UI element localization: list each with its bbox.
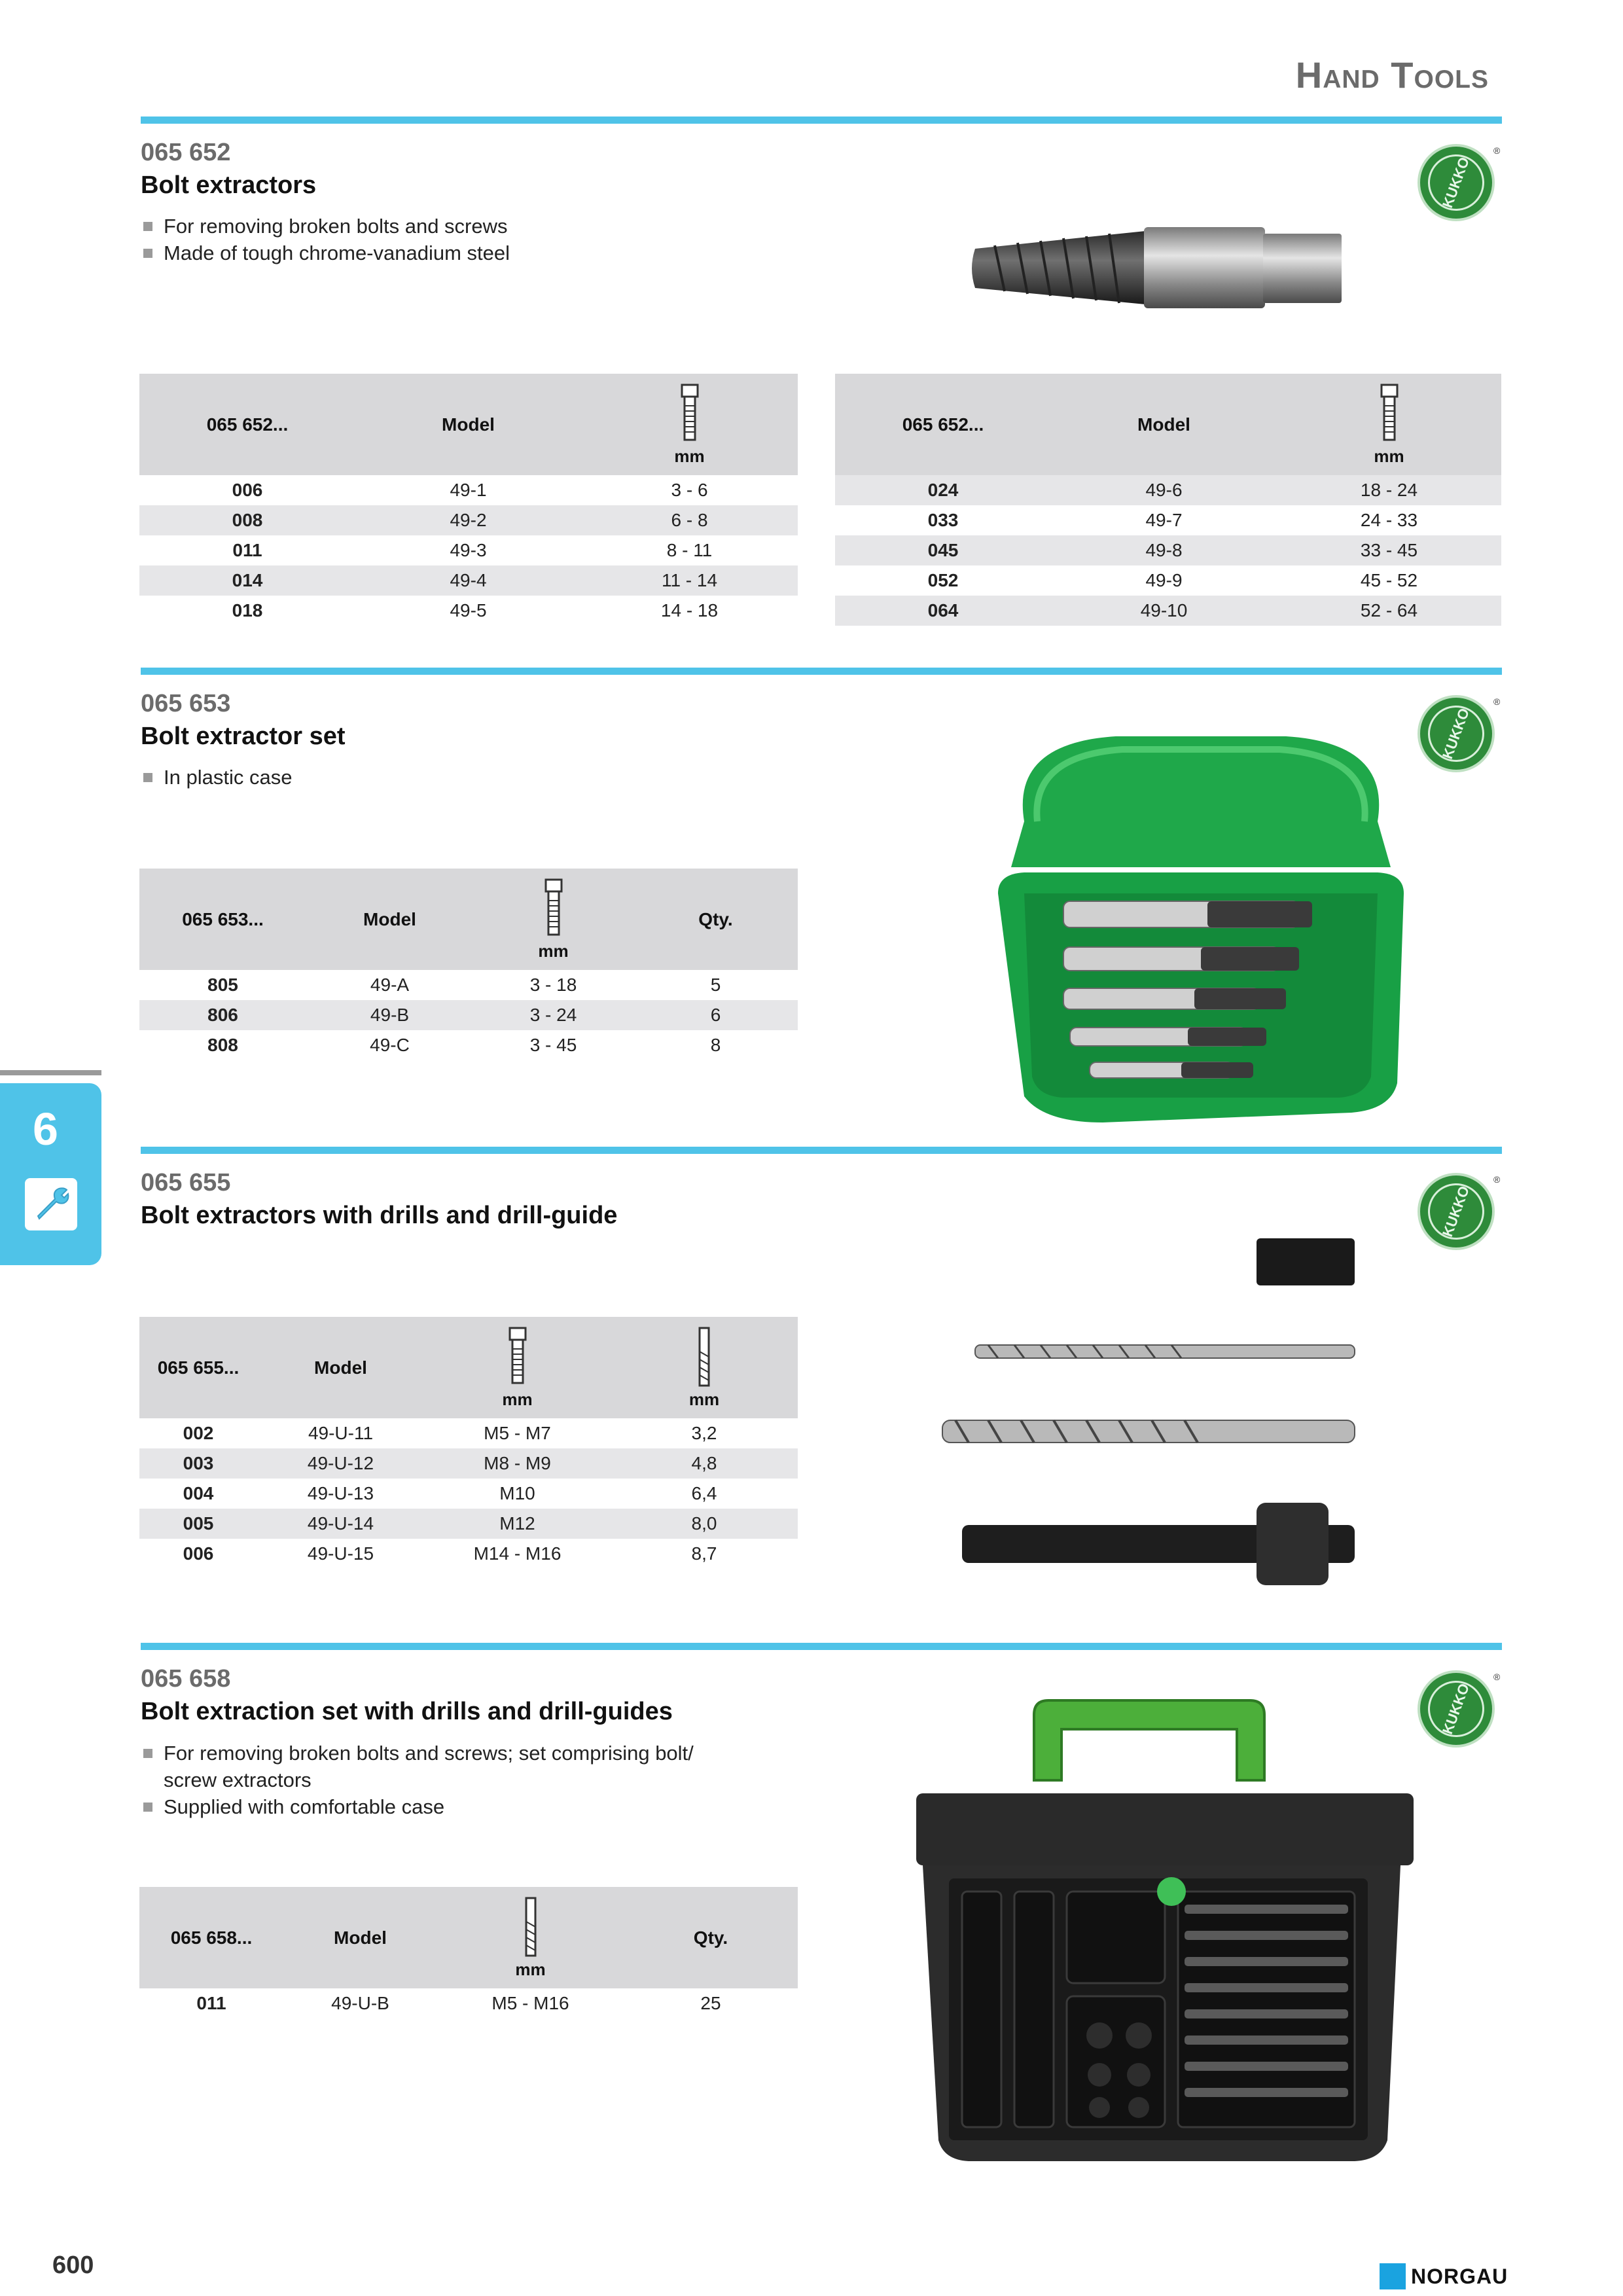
page-header-title: Hand Tools bbox=[1295, 54, 1489, 96]
cell-code: 806 bbox=[139, 1000, 306, 1030]
product-title: Bolt extractor set bbox=[141, 723, 346, 750]
product-title: Bolt extractors bbox=[141, 171, 317, 199]
cell-size: M14 - M16 bbox=[473, 1543, 562, 1564]
section-divider bbox=[141, 1147, 1502, 1154]
cell-model: 49-U-12 bbox=[257, 1448, 424, 1479]
feature-item: For removing broken bolts and screws bbox=[141, 213, 861, 240]
column-header: Model bbox=[306, 869, 473, 970]
cell-drill: 8,0 bbox=[611, 1509, 798, 1539]
cell-size: 52 - 64 bbox=[1277, 596, 1501, 626]
cell-size: 24 - 33 bbox=[1360, 510, 1418, 530]
cell-size: 33 - 45 bbox=[1277, 535, 1501, 565]
column-header: Model bbox=[257, 1317, 424, 1418]
cell-qty: 25 bbox=[700, 1993, 721, 2013]
cell-drill: 3,2 bbox=[691, 1423, 717, 1443]
cell-drill: 4,8 bbox=[611, 1448, 798, 1479]
bolt-icon bbox=[1277, 382, 1501, 445]
cell-code: 002 bbox=[183, 1423, 214, 1443]
cell-code: 052 bbox=[927, 570, 959, 590]
product-code: 065 655 bbox=[141, 1169, 231, 1196]
cell-size: M8 - M9 bbox=[424, 1448, 611, 1479]
product-title: Bolt extractors with drills and drill-guide bbox=[141, 1202, 618, 1229]
feature-list bbox=[141, 1740, 730, 1820]
cell-size: 18 - 24 bbox=[1277, 475, 1501, 505]
cell-code: 024 bbox=[835, 475, 1051, 505]
bolt-icon bbox=[424, 1325, 611, 1388]
unit-label: mm bbox=[538, 941, 569, 961]
cell-qty: 5 bbox=[710, 975, 721, 995]
spec-table bbox=[139, 1317, 798, 1569]
spec-table bbox=[835, 374, 1501, 626]
bolt-icon bbox=[581, 382, 798, 445]
cell-size: M10 bbox=[499, 1483, 535, 1503]
cell-model: 49-4 bbox=[355, 565, 581, 596]
cell-model: 49-U-13 bbox=[307, 1483, 374, 1503]
cell-model: 49-5 bbox=[450, 600, 487, 620]
column-header: 065 653... bbox=[139, 869, 306, 970]
cell-model: 49-3 bbox=[450, 540, 487, 560]
product-code: 065 658 bbox=[141, 1665, 231, 1693]
cell-model: 49-A bbox=[370, 975, 410, 995]
drills-and-guide-image bbox=[936, 1230, 1407, 1597]
cell-code: 033 bbox=[927, 510, 959, 530]
unit-label: mm bbox=[674, 446, 705, 466]
cell-size: M5 - M7 bbox=[484, 1423, 551, 1443]
feature-list bbox=[141, 213, 861, 266]
section-divider bbox=[141, 668, 1502, 675]
brand-name: NORGAU bbox=[1411, 2264, 1508, 2288]
column-header: Model bbox=[1051, 374, 1277, 475]
spec-table bbox=[139, 869, 798, 1060]
cell-code: 011 bbox=[196, 1993, 226, 2013]
cell-model: 49-U-B bbox=[331, 1993, 389, 2013]
drill-bit-icon bbox=[611, 1325, 798, 1388]
cell-size: 8 - 11 bbox=[666, 540, 713, 560]
chapter-number: 6 bbox=[33, 1103, 58, 1155]
cell-model: 49-7 bbox=[1145, 510, 1183, 530]
cell-size: 6 - 8 bbox=[581, 505, 798, 535]
column-header: Model bbox=[283, 1887, 437, 1988]
unit-label: mm bbox=[1374, 446, 1404, 466]
column-header: Qty. bbox=[633, 869, 798, 970]
cell-size: 3 - 45 bbox=[529, 1035, 577, 1055]
cell-model: 49-U-15 bbox=[307, 1543, 374, 1564]
tab-divider bbox=[0, 1070, 101, 1075]
column-header: Model bbox=[355, 374, 581, 475]
product-code: 065 652 bbox=[141, 139, 231, 166]
unit-label: mm bbox=[515, 1960, 546, 1979]
cell-code: 014 bbox=[139, 565, 355, 596]
cell-model: 49-6 bbox=[1051, 475, 1277, 505]
cell-model: 49-2 bbox=[355, 505, 581, 535]
column-header: 065 652... bbox=[835, 374, 1051, 475]
cell-model: 49-10 bbox=[1051, 596, 1277, 626]
bolt-icon bbox=[473, 877, 633, 940]
cell-size: 45 - 52 bbox=[1360, 570, 1418, 590]
brand-square-icon bbox=[1380, 2263, 1406, 2289]
cell-model: 49-U-14 bbox=[257, 1509, 424, 1539]
product-title: Bolt extraction set with drills and drill-guides bbox=[141, 1698, 673, 1725]
cell-code: 006 bbox=[232, 480, 263, 500]
drill-bit-icon bbox=[437, 1895, 624, 1958]
bolt-extractor-image bbox=[969, 219, 1348, 317]
cell-code: 005 bbox=[139, 1509, 257, 1539]
kukko-logo: KUKKO bbox=[1418, 1173, 1495, 1250]
cell-qty: 8 bbox=[710, 1035, 721, 1055]
cell-code: 011 bbox=[232, 540, 262, 560]
feature-item: Made of tough chrome-vanadium steel bbox=[141, 240, 861, 266]
cell-code: 018 bbox=[232, 600, 263, 620]
cell-size: 3 - 18 bbox=[529, 975, 577, 995]
cell-model: 49-9 bbox=[1145, 570, 1183, 590]
feature-item: In plastic case bbox=[141, 764, 861, 791]
feature-item: Supplied with comfortable case bbox=[141, 1793, 730, 1820]
cell-code: 006 bbox=[183, 1543, 214, 1564]
cell-code: 003 bbox=[139, 1448, 257, 1479]
cell-drill: 6,4 bbox=[691, 1483, 717, 1503]
extraction-set-case-image bbox=[910, 1695, 1414, 2166]
column-header: 065 652... bbox=[139, 374, 355, 475]
section-divider bbox=[141, 117, 1502, 124]
wrench-icon bbox=[25, 1178, 77, 1230]
cell-code: 805 bbox=[207, 975, 238, 995]
product-code: 065 653 bbox=[141, 690, 231, 717]
unit-label: mm bbox=[688, 1390, 720, 1409]
cell-model: 49-C bbox=[370, 1035, 410, 1055]
cell-size: M5 - M16 bbox=[491, 1993, 569, 2013]
section-divider bbox=[141, 1643, 1502, 1650]
cell-model: 49-1 bbox=[450, 480, 487, 500]
column-header: Qty. bbox=[624, 1887, 798, 1988]
cell-model: 49-B bbox=[306, 1000, 473, 1030]
brand-logo bbox=[1380, 2263, 1508, 2289]
cell-size: 3 - 24 bbox=[473, 1000, 633, 1030]
kukko-logo: KUKKO bbox=[1418, 1670, 1495, 1748]
cell-model: 49-8 bbox=[1051, 535, 1277, 565]
cell-size: 3 - 6 bbox=[671, 480, 708, 500]
cell-size: 11 - 14 bbox=[581, 565, 798, 596]
cell-drill: 8,7 bbox=[691, 1543, 717, 1564]
feature-item: For removing broken bolts and screws; set comprising bolt/ screw extractors bbox=[141, 1740, 730, 1793]
feature-list bbox=[141, 764, 861, 791]
column-header: 065 658... bbox=[139, 1887, 283, 1988]
cell-code: 808 bbox=[207, 1035, 238, 1055]
cell-code: 004 bbox=[183, 1483, 214, 1503]
unit-label: mm bbox=[502, 1390, 533, 1409]
plastic-case-image bbox=[985, 730, 1410, 1149]
cell-code: 045 bbox=[835, 535, 1051, 565]
spec-table bbox=[139, 374, 798, 626]
kukko-logo: KUKKO bbox=[1418, 144, 1495, 221]
cell-code: 064 bbox=[835, 596, 1051, 626]
spec-table bbox=[139, 1887, 798, 2018]
cell-size: 14 - 18 bbox=[660, 600, 719, 620]
column-header: 065 655... bbox=[139, 1317, 257, 1418]
page-number: 600 bbox=[52, 2251, 94, 2279]
cell-size: M12 bbox=[424, 1509, 611, 1539]
cell-qty: 6 bbox=[633, 1000, 798, 1030]
cell-code: 008 bbox=[139, 505, 355, 535]
cell-model: 49-U-11 bbox=[308, 1423, 374, 1443]
kukko-logo: KUKKO bbox=[1418, 695, 1495, 772]
